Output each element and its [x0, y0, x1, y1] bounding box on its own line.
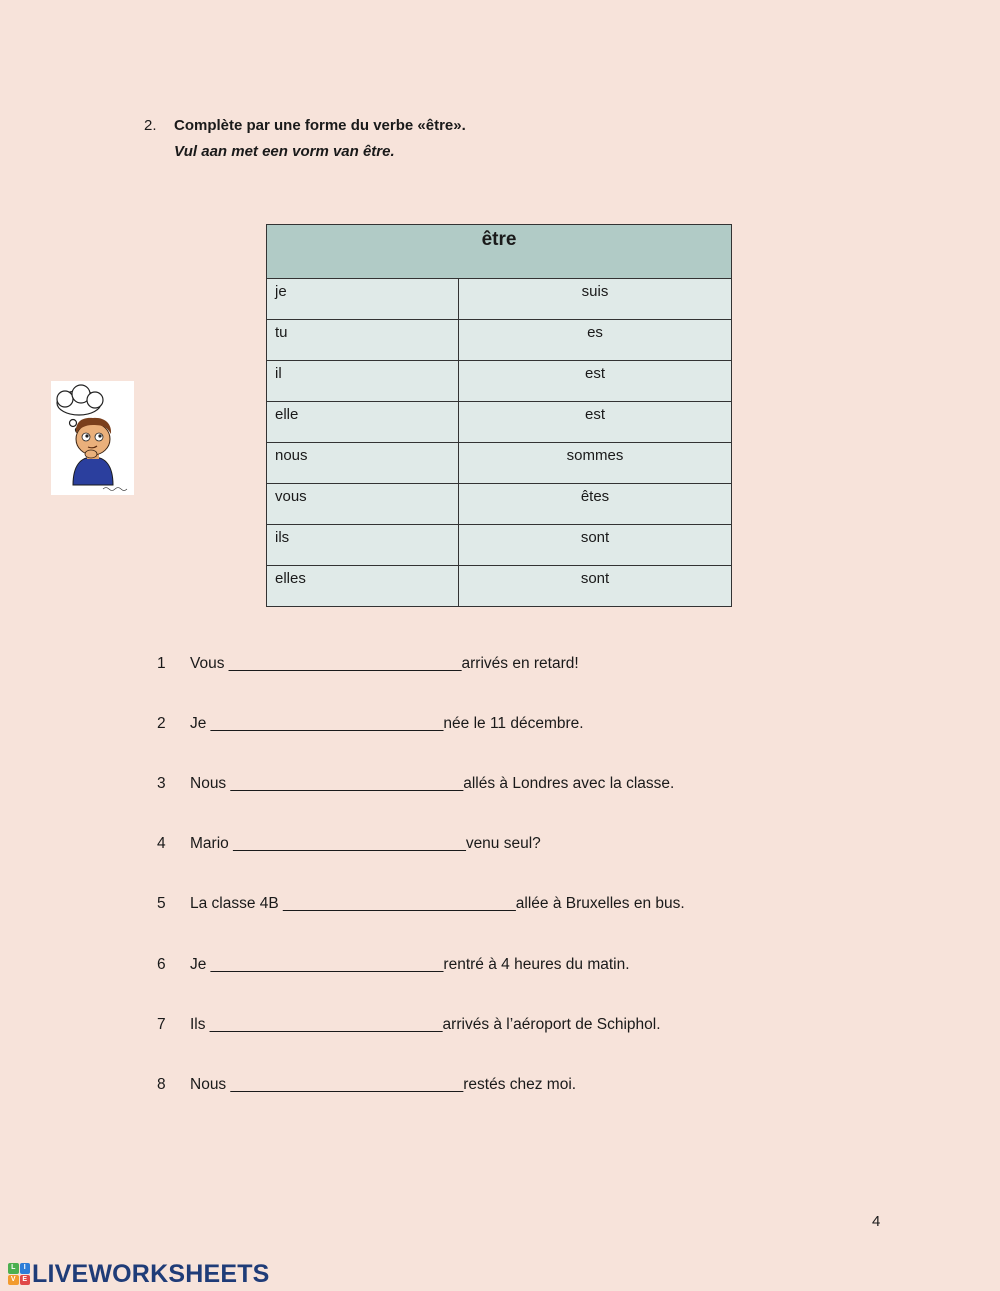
exercise-number: 6 [157, 956, 166, 973]
pronoun-cell: ils [267, 525, 459, 566]
verb-form-cell: sont [459, 566, 732, 607]
liveworksheets-logo[interactable] [8, 1260, 270, 1288]
instruction-dutch: Vul aan met een vorm van être. [174, 143, 395, 160]
page-number: 4 [872, 1213, 881, 1230]
pronoun-cell: tu [267, 320, 459, 361]
verb-form-cell: est [459, 402, 732, 443]
exercise-item [157, 1076, 576, 1094]
table-row [267, 361, 732, 402]
exercise-item [157, 655, 579, 673]
table-row [267, 566, 732, 607]
pronoun-cell: nous [267, 443, 459, 484]
exercise-item [157, 895, 685, 913]
exercise-sentence[interactable]: Vous ___________________________arrivés en retard! [190, 655, 579, 672]
table-row [267, 484, 732, 525]
exercise-number: 1 [157, 655, 166, 672]
table-row [267, 525, 732, 566]
instruction-french: Complète par une forme du verbe «être». [174, 117, 466, 134]
exercise-sentence[interactable]: La classe 4B ___________________________allée à Bruxelles en bus. [190, 895, 685, 912]
verb-form-cell: sommes [459, 443, 732, 484]
table-row [267, 402, 732, 443]
exercise-item [157, 1016, 661, 1034]
logo-letter: V [8, 1275, 19, 1286]
table-row [267, 320, 732, 361]
exercise-sentence[interactable]: Je ___________________________née le 11 décembre. [190, 715, 584, 732]
exercise-number: 4 [157, 835, 166, 852]
verb-form-cell: êtes [459, 484, 732, 525]
exercise-number: 8 [157, 1076, 166, 1093]
verb-form-cell: est [459, 361, 732, 402]
table-header: être [267, 225, 732, 279]
thinking-boy-icon [51, 381, 134, 495]
liveworksheets-icon [8, 1263, 30, 1285]
exercise-item [157, 835, 541, 853]
exercise-number: 3 [157, 775, 166, 792]
table-row [267, 279, 732, 320]
exercise-number: 2 [157, 715, 166, 732]
brand-name: LIVEWORKSHEETS [32, 1259, 270, 1288]
exercise-sentence[interactable]: Ils ___________________________arrivés à l’aéroport de Schiphol. [190, 1016, 661, 1033]
pronoun-cell: elle [267, 402, 459, 443]
exercise-number: 5 [157, 895, 166, 912]
verb-form-cell: es [459, 320, 732, 361]
pronoun-cell: il [267, 361, 459, 402]
instruction-number: 2. [144, 117, 157, 134]
exercise-sentence[interactable]: Nous ___________________________allés à Londres avec la classe. [190, 775, 675, 792]
logo-letter: I [20, 1263, 31, 1274]
logo-letter: L [8, 1263, 19, 1274]
exercise-item [157, 956, 630, 974]
pronoun-cell: je [267, 279, 459, 320]
pronoun-cell: elles [267, 566, 459, 607]
exercise-sentence[interactable]: Nous ___________________________restés chez moi. [190, 1076, 577, 1093]
table-row [267, 443, 732, 484]
verb-form-cell: sont [459, 525, 732, 566]
exercise-item [157, 775, 674, 793]
logo-letter: E [20, 1275, 31, 1286]
verb-form-cell: suis [459, 279, 732, 320]
exercise-number: 7 [157, 1016, 166, 1033]
exercise-sentence[interactable]: Mario ___________________________venu seul? [190, 835, 541, 852]
exercise-item [157, 715, 584, 733]
exercise-sentence[interactable]: Je ___________________________rentré à 4 heures du matin. [190, 956, 630, 973]
conjugation-table [266, 224, 732, 607]
pronoun-cell: vous [267, 484, 459, 525]
